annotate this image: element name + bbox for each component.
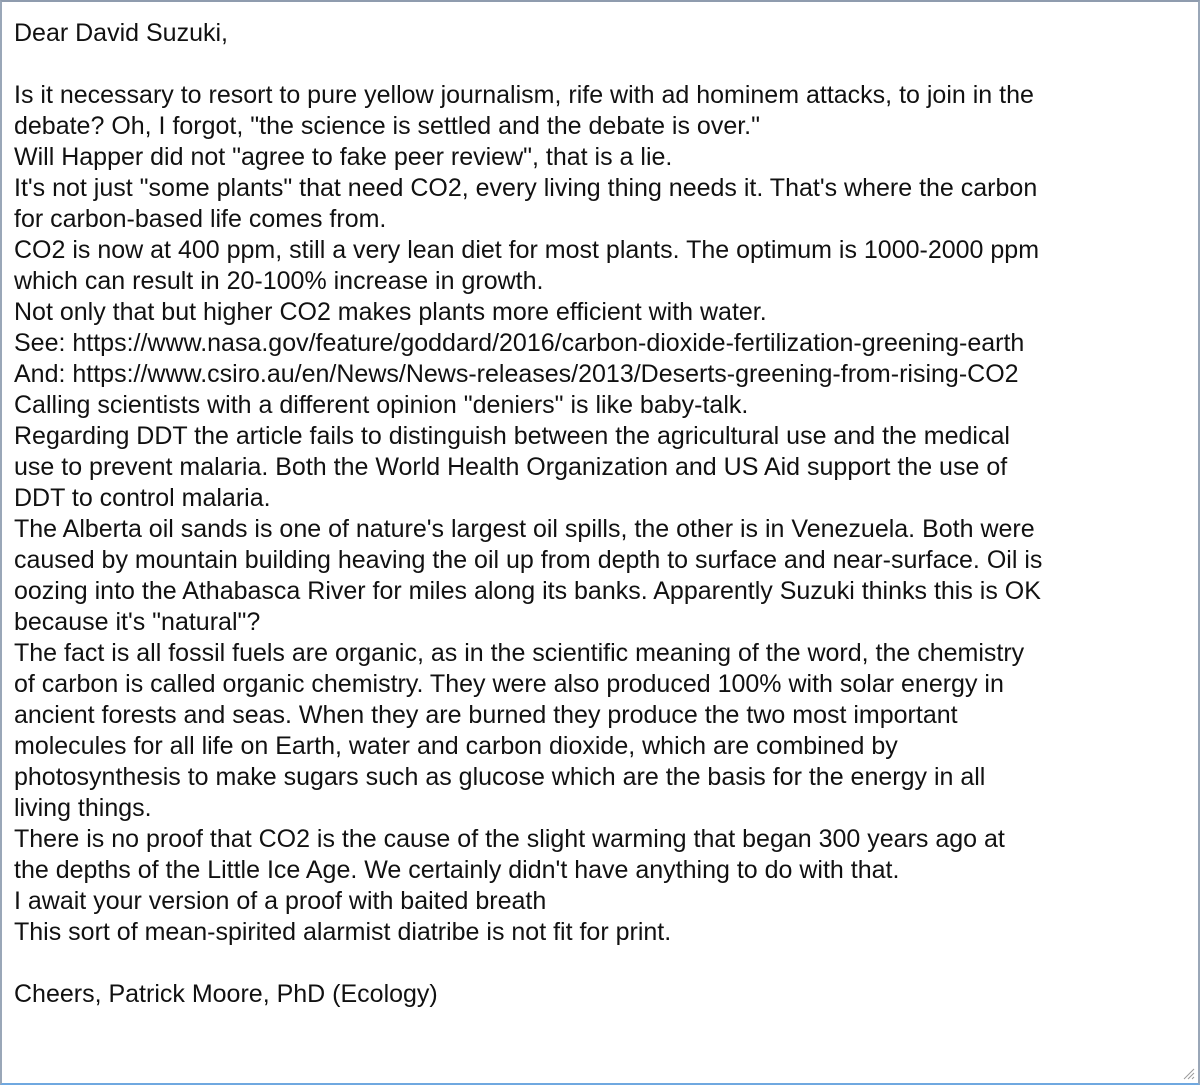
letter-text[interactable]	[14, 18, 1192, 1010]
letter-line: of carbon is called organic chemistry. They were also produced 100% with solar energy in	[14, 670, 1004, 698]
letter-line: ancient forests and seas. When they are burned they produce the two most important	[14, 701, 958, 729]
letter-line: It's not just "some plants" that need CO2, every living thing needs it. That's where the carbon	[14, 174, 1038, 202]
letter-line: The Alberta oil sands is one of nature's largest oil spills, the other is in Venezuela. Both were	[14, 515, 1035, 543]
letter-line: See: https://www.nasa.gov/feature/goddard/2016/carbon-dioxide-fertilization-greening-earth	[14, 329, 1025, 357]
letter-line: This sort of mean-spirited alarmist diatribe is not fit for print.	[14, 918, 672, 946]
letter-line: because it's "natural"?	[14, 608, 261, 636]
letter-line: And: https://www.csiro.au/en/News/News-releases/2013/Deserts-greening-from-rising-CO2	[14, 360, 1019, 388]
letter-line: DDT to control malaria.	[14, 484, 271, 512]
letter-line: There is no proof that CO2 is the cause of the slight warming that began 300 years ago at	[14, 825, 1005, 853]
letter-line: living things.	[14, 794, 152, 822]
letter-line: Calling scientists with a different opinion "deniers" is like baby-talk.	[14, 391, 749, 419]
letter-line: the depths of the Little Ice Age. We certainly didn't have anything to do with that.	[14, 856, 900, 884]
letter-line: for carbon-based life comes from.	[14, 205, 387, 233]
signoff: Cheers, Patrick Moore, PhD (Ecology)	[14, 980, 438, 1008]
letter-line: molecules for all life on Earth, water and carbon dioxide, which are combined by	[14, 732, 898, 760]
letter-line: The fact is all fossil fuels are organic, as in the scientific meaning of the word, the chemistry	[14, 639, 1025, 667]
letter-line: Will Happer did not "agree to fake peer review", that is a lie.	[14, 143, 673, 171]
letter-line: caused by mountain building heaving the oil up from depth to surface and near-surface. Oil is	[14, 546, 1043, 574]
letter-line: which can result in 20-100% increase in growth.	[14, 267, 544, 295]
blank-line	[14, 49, 1192, 80]
salutation: Dear David Suzuki,	[14, 19, 228, 47]
blank-line	[14, 948, 1192, 979]
letter-line: Not only that but higher CO2 makes plants more efficient with water.	[14, 298, 767, 326]
letter-line: debate? Oh, I forgot, "the science is settled and the debate is over."	[14, 112, 760, 140]
resize-grip-icon[interactable]	[1181, 1066, 1195, 1080]
letter-line: oozing into the Athabasca River for miles along its banks. Apparently Suzuki thinks this is OK	[14, 577, 1041, 605]
letter-line: use to prevent malaria. Both the World Health Organization and US Aid support the use of	[14, 453, 1008, 481]
letter-line: Regarding DDT the article fails to distinguish between the agricultural use and the medical	[14, 422, 1010, 450]
letter-line: Is it necessary to resort to pure yellow journalism, rife with ad hominem attacks, to join in the	[14, 81, 1034, 109]
letter-line: photosynthesis to make sugars such as glucose which are the basis for the energy in all	[14, 763, 986, 791]
letter-line: I await your version of a proof with baited breath	[14, 887, 547, 915]
letter-line: CO2 is now at 400 ppm, still a very lean diet for most plants. The optimum is 1000-2000 ppm	[14, 236, 1040, 264]
